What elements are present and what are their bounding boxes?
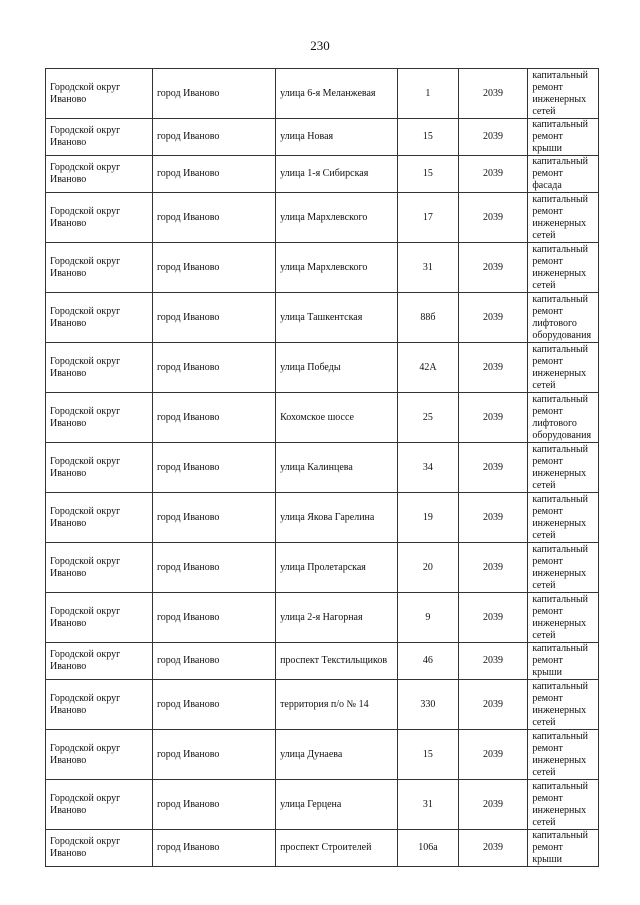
work-type-cell: капитальный ремонт инженерных сетей xyxy=(528,730,599,780)
city-cell: город Иваново xyxy=(152,293,275,343)
okrug-cell: Городской округ Иваново xyxy=(46,593,153,643)
table-row xyxy=(46,443,599,493)
year-cell: 2039 xyxy=(458,343,528,393)
year-cell: 2039 xyxy=(458,443,528,493)
year-cell: 2039 xyxy=(458,543,528,593)
okrug-cell: Городской округ Иваново xyxy=(46,493,153,543)
house-cell: 19 xyxy=(398,493,459,543)
year-cell: 2039 xyxy=(458,780,528,830)
house-cell: 46 xyxy=(398,643,459,680)
street-cell: улица 6-я Меланжевая xyxy=(276,69,398,119)
year-cell: 2039 xyxy=(458,393,528,443)
house-cell: 15 xyxy=(398,156,459,193)
okrug-cell: Городской округ Иваново xyxy=(46,680,153,730)
table-row xyxy=(46,643,599,680)
street-cell: Кохомское шоссе xyxy=(276,393,398,443)
street-cell: улица Мархлевского xyxy=(276,243,398,293)
table-row xyxy=(46,393,599,443)
house-cell: 330 xyxy=(398,680,459,730)
year-cell: 2039 xyxy=(458,69,528,119)
year-cell: 2039 xyxy=(458,493,528,543)
street-cell: улица Новая xyxy=(276,119,398,156)
table-row xyxy=(46,680,599,730)
work-type-cell: капитальный ремонт инженерных сетей xyxy=(528,193,599,243)
okrug-cell: Городской округ Иваново xyxy=(46,393,153,443)
table-row xyxy=(46,343,599,393)
work-type-cell: капитальный ремонт инженерных сетей xyxy=(528,443,599,493)
work-type-cell: капитальный ремонт инженерных сетей xyxy=(528,243,599,293)
okrug-cell: Городской округ Иваново xyxy=(46,119,153,156)
okrug-cell: Городской округ Иваново xyxy=(46,69,153,119)
street-cell: проспект Текстильщиков xyxy=(276,643,398,680)
table-row xyxy=(46,730,599,780)
city-cell: город Иваново xyxy=(152,593,275,643)
table-body xyxy=(46,69,599,867)
house-cell: 42А xyxy=(398,343,459,393)
work-type-cell: капитальный ремонт крыши xyxy=(528,643,599,680)
work-type-cell: капитальный ремонт фасада xyxy=(528,156,599,193)
street-cell: улица 1-я Сибирская xyxy=(276,156,398,193)
house-cell: 31 xyxy=(398,780,459,830)
house-cell: 34 xyxy=(398,443,459,493)
work-type-cell: капитальный ремонт инженерных сетей xyxy=(528,543,599,593)
work-type-cell: капитальный ремонт инженерных сетей xyxy=(528,593,599,643)
table-row xyxy=(46,780,599,830)
table-row xyxy=(46,243,599,293)
city-cell: город Иваново xyxy=(152,830,275,867)
city-cell: город Иваново xyxy=(152,119,275,156)
street-cell: улица 2-я Нагорная xyxy=(276,593,398,643)
house-cell: 20 xyxy=(398,543,459,593)
table-row xyxy=(46,69,599,119)
okrug-cell: Городской округ Иваново xyxy=(46,343,153,393)
okrug-cell: Городской округ Иваново xyxy=(46,830,153,867)
street-cell: улица Мархлевского xyxy=(276,193,398,243)
city-cell: город Иваново xyxy=(152,643,275,680)
house-cell: 17 xyxy=(398,193,459,243)
table-row xyxy=(46,543,599,593)
year-cell: 2039 xyxy=(458,680,528,730)
table-row xyxy=(46,593,599,643)
house-cell: 9 xyxy=(398,593,459,643)
okrug-cell: Городской округ Иваново xyxy=(46,780,153,830)
year-cell: 2039 xyxy=(458,593,528,643)
house-cell: 1 xyxy=(398,69,459,119)
city-cell: город Иваново xyxy=(152,193,275,243)
okrug-cell: Городской округ Иваново xyxy=(46,193,153,243)
city-cell: город Иваново xyxy=(152,343,275,393)
table-row xyxy=(46,493,599,543)
year-cell: 2039 xyxy=(458,643,528,680)
city-cell: город Иваново xyxy=(152,543,275,593)
okrug-cell: Городской округ Иваново xyxy=(46,643,153,680)
year-cell: 2039 xyxy=(458,156,528,193)
year-cell: 2039 xyxy=(458,243,528,293)
house-cell: 25 xyxy=(398,393,459,443)
city-cell: город Иваново xyxy=(152,493,275,543)
work-type-cell: капитальный ремонт инженерных сетей xyxy=(528,680,599,730)
year-cell: 2039 xyxy=(458,193,528,243)
city-cell: город Иваново xyxy=(152,443,275,493)
okrug-cell: Городской округ Иваново xyxy=(46,243,153,293)
year-cell: 2039 xyxy=(458,730,528,780)
table-row xyxy=(46,293,599,343)
work-type-cell: капитальный ремонт инженерных сетей xyxy=(528,343,599,393)
house-cell: 15 xyxy=(398,730,459,780)
table-row xyxy=(46,830,599,867)
street-cell: улица Дунаева xyxy=(276,730,398,780)
work-type-cell: капитальный ремонт инженерных сетей xyxy=(528,493,599,543)
okrug-cell: Городской округ Иваново xyxy=(46,730,153,780)
street-cell: проспект Строителей xyxy=(276,830,398,867)
okrug-cell: Городской округ Иваново xyxy=(46,443,153,493)
okrug-cell: Городской округ Иваново xyxy=(46,156,153,193)
table-row xyxy=(46,193,599,243)
page-number: 230 xyxy=(310,38,330,53)
year-cell: 2039 xyxy=(458,293,528,343)
okrug-cell: Городской округ Иваново xyxy=(46,293,153,343)
work-type-cell: капитальный ремонт крыши xyxy=(528,119,599,156)
table-row xyxy=(46,119,599,156)
street-cell: территория п/о № 14 xyxy=(276,680,398,730)
city-cell: город Иваново xyxy=(152,780,275,830)
city-cell: город Иваново xyxy=(152,680,275,730)
city-cell: город Иваново xyxy=(152,243,275,293)
city-cell: город Иваново xyxy=(152,393,275,443)
city-cell: город Иваново xyxy=(152,156,275,193)
table-row xyxy=(46,156,599,193)
house-cell: 106а xyxy=(398,830,459,867)
house-cell: 88б xyxy=(398,293,459,343)
house-cell: 31 xyxy=(398,243,459,293)
street-cell: улица Ташкентская xyxy=(276,293,398,343)
work-type-cell: капитальный ремонт крыши xyxy=(528,830,599,867)
okrug-cell: Городской округ Иваново xyxy=(46,543,153,593)
work-type-cell: капитальный ремонт лифтового оборудования xyxy=(528,393,599,443)
work-type-cell: капитальный ремонт инженерных сетей xyxy=(528,69,599,119)
house-cell: 15 xyxy=(398,119,459,156)
year-cell: 2039 xyxy=(458,830,528,867)
year-cell: 2039 xyxy=(458,119,528,156)
city-cell: город Иваново xyxy=(152,69,275,119)
city-cell: город Иваново xyxy=(152,730,275,780)
work-type-cell: капитальный ремонт лифтового оборудования xyxy=(528,293,599,343)
repair-schedule-table xyxy=(45,68,599,867)
street-cell: улица Калинцева xyxy=(276,443,398,493)
street-cell: улица Пролетарская xyxy=(276,543,398,593)
street-cell: улица Якова Гарелина xyxy=(276,493,398,543)
street-cell: улица Герцена xyxy=(276,780,398,830)
street-cell: улица Победы xyxy=(276,343,398,393)
work-type-cell: капитальный ремонт инженерных сетей xyxy=(528,780,599,830)
